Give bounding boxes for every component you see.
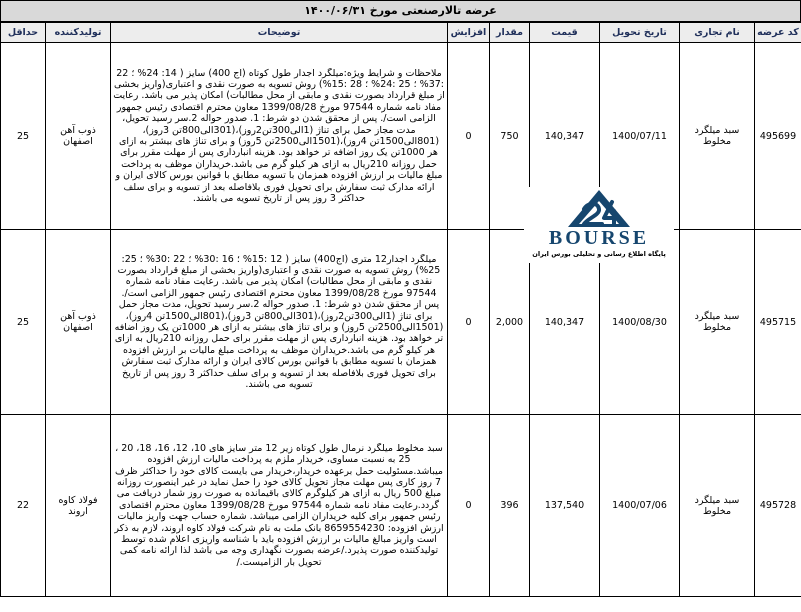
cell-delivery-date: 1400/07/11: [600, 43, 680, 230]
header-increase: افزایش: [448, 23, 490, 43]
cell-description: [111, 230, 448, 415]
header-code: کد عرضه: [755, 23, 801, 43]
bourse-watermark: [524, 187, 674, 263]
cell-quantity: 750: [490, 43, 530, 230]
cell-producer: فولاد کاوه اروند: [46, 415, 111, 597]
header-row: [1, 23, 801, 43]
watermark-tagline: پایگاه اطلاع رسانی و تحلیلی بورس ایران: [532, 250, 666, 258]
cell-producer: ذوب آهن اصفهان: [46, 230, 111, 415]
description-text: میلگرد آجدار12 متری (آج400) سایز ( 12 :15% ؛ 16 :30% ؛ 22 :30% ؛ 25: 25%) روش تسویه به صورت نقدی و اعتباری(واریز بخشی از مبلغ قرارداد بصورت نقدی و مابقی از محل مطالبات) امکان پذیر می باشد. رعایت مفاد نامه شماره 97544 مورخ 1399/08/28 معاون محترم اقتصادی رئیس جمهور الزامی است/. پس از محقق شدن دو شرط: 1. صدور حواله 2.سر رسید تحویل، مدت مجاز حمل برای تناژ (1الی300تن2روز)،(301الی800تن 3روز)،(801الی1500تن 4روز)،(1501الی2500تن 5روز) و برای تناژ های بیشتر به ازای هر 1000تن یک روز اضافه تر خواهد بود. هزینه انبارداری پس از مهلت مقرر برای حمل روزانه 210ریال به ازای هر کیلو گرم می باشد.خریداران موظف به پرداخت مبلغ مالیات بر ارزش افزوده همزمان با تسویه مطابق با قوانین بورس کالای ایران و ارائه مدارک ثبت سفارش برای تحویل فوری بلافاصله بعد از تسویه و برای سلف حداکثر 3 روز پس از تاریخ تسویه می باشند.: [114, 253, 444, 391]
cell-description: [111, 415, 448, 597]
cell-minimum: 25: [1, 43, 46, 230]
cell-increase: 0: [448, 230, 490, 415]
cell-trade-name: سبد میلگرد مخلوط: [680, 230, 755, 415]
table-row: [1, 415, 801, 597]
cell-price: 140,347: [530, 43, 600, 230]
header-producer: تولیدکننده: [46, 23, 111, 43]
sheet-title: عرضه تالارصنعتی مورخ ۱۴۰۰/۰۶/۳۱: [0, 0, 801, 22]
description-text: سبد مخلوط میلگرد نرمال طول کوتاه زیر 12 متر سایز های 10، 12، 16، 18، 20 ، 25 به نسبت مساوی، خریدار ملزم به پرداخت مالیات ارزش افزوده میباشد.مسئولیت حمل برعهده خریدار،خریدار می بایست کالای خود را حداکثر ظرف 7 روز کاری پس مهلت مجاز تحویل کالای خود را حمل نماید در غیر اینصورت روزانه مبلغ 500 ریال به ازای هر کیلوگرم کالای باقیمانده به صورت روز شمار دریافت می گردد.رعایت مفاد نامه شماره 97544 مورخ 1399/08/28 معاون محترم اقتصادی رئیس جمهور برای کلیه خریداران الزامی میباشد. شماره حساب جهت واریز مالیات ارزش افزوده: 8659554230 بانک ملت به نام شرکت فولاد کاوه اروند، لازم به ذکر است واریز مبالغ مالیات بر ارزش افزوده باید با شناسه واریزی اعلام شده توسط تولیدکننده صورت پذیرد./عرضه بصورت نگهداری وجه می باشد لذا ارائه نامه کمی تحویل بار الزامیست./: [114, 442, 444, 568]
table-row: [1, 43, 801, 230]
cell-increase: 0: [448, 43, 490, 230]
cell-delivery-date: 1400/07/06: [600, 415, 680, 597]
header-delivery-date: تاریخ تحویل: [600, 23, 680, 43]
table-row: [1, 230, 801, 415]
header-minimum: حداقل: [1, 23, 46, 43]
header-description: توضیحات: [111, 23, 448, 43]
description-text: ملاحظات و شرایط ویژه:میلگرد آجدار طول کوتاه (آج 400) سایز ( 14: 24% ؛ 22 :37% ؛ 25 :24% ؛ 28 :15%) روش تسویه به صورت نقدی و اعتباری(واریز بخشی از مبلغ قرارداد بصورت نقدی و مابقی از محل مطالبات) امکان پذیر می باشد. رعایت مفاد نامه شماره 97544 مورخ 1399/08/28 معاون محترم اقتصادی رئیس جمهور الزامی است/. پس از محقق شدن دو شرط: 1. صدور حواله 2.سر رسید تحویل، مدت مجاز حمل برای تناژ (1الی300تن2روز)،(301الی800تن 3روز)،(801الی1500تن 4روز)،(1501الی2500تن 5روز) و برای تناژ های بیشتر به ازای هر 1000تن یک روز اضافه تر خواهد بود. هزینه انبارداری پس از مهلت مقرر برای حمل روزانه 210ریال به ازای هر کیلو گرم می باشد.خریداران موظف به پرداخت مبلغ مالیات بر ارزش افزوده همزمان با تسویه مطابق با قوانین بورس کالای ایران و ارائه مدارک ثبت سفارش برای تحویل فوری بلافاصله بعد از تسویه و برای سلف حداکثر 3 روز پس از تاریخ تسویه می باشند.: [113, 67, 445, 205]
cell-trade-name: سبد میلگرد مخلوط: [680, 415, 755, 597]
cell-producer: ذوب آهن اصفهان: [46, 43, 111, 230]
cell-quantity: 2,000: [490, 230, 530, 415]
cell-minimum: 22: [1, 415, 46, 597]
cell-price: 137,540: [530, 415, 600, 597]
cell-trade-name: سبد میلگرد مخلوط: [680, 43, 755, 230]
cell-code: 495728: [755, 415, 801, 597]
watermark-logo-text: BOURSE: [548, 227, 650, 249]
header-trade-name: نام تجاری: [680, 23, 755, 43]
header-price: قیمت: [530, 23, 600, 43]
cell-code: 495715: [755, 230, 801, 415]
offerings-table: [0, 22, 801, 597]
cell-minimum: 25: [1, 230, 46, 415]
cell-delivery-date: 1400/08/30: [600, 230, 680, 415]
cell-description: [111, 43, 448, 230]
cell-increase: 0: [448, 415, 490, 597]
bourse-24-logo-icon: [524, 187, 674, 229]
cell-price: 140,347: [530, 230, 600, 415]
cell-quantity: 396: [490, 415, 530, 597]
cell-code: 495699: [755, 43, 801, 230]
header-quantity: مقدار: [490, 23, 530, 43]
